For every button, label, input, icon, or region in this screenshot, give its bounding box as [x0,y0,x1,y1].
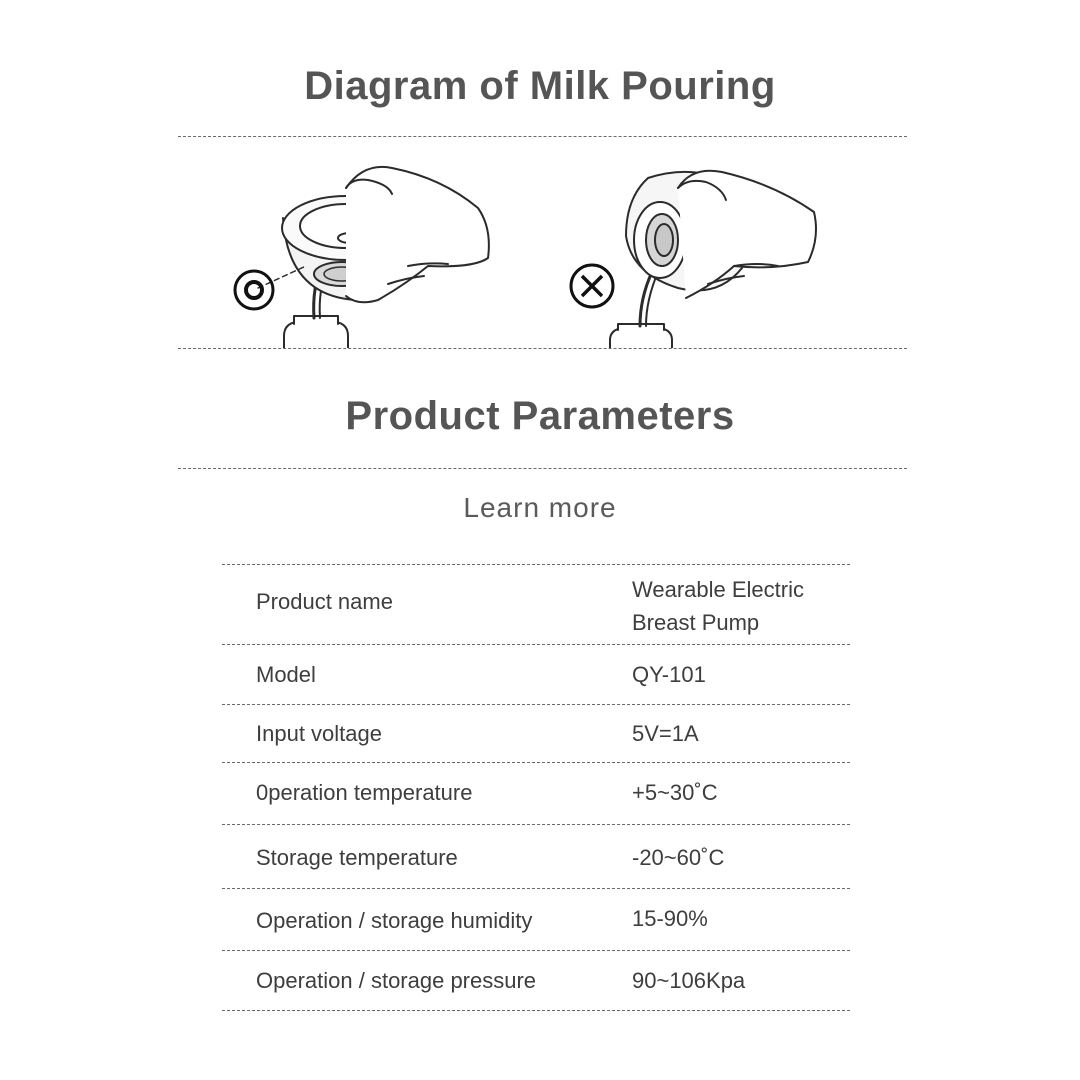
row-value: +5~30˚C [632,780,718,805]
row-label: Product name [256,589,393,614]
diagram-title: Diagram of Milk Pouring [304,64,776,108]
row-label: Operation / storage humidity [256,908,533,933]
divider [178,348,907,349]
row-value: 5V=1A [632,721,699,746]
row-value [632,573,804,639]
divider [178,468,907,469]
row-value-line: Breast Pump [632,610,760,635]
circle-x-icon [571,265,613,307]
correct-pouring-illustration [258,167,489,348]
row-label: 0peration temperature [256,780,473,805]
row-label: Storage temperature [256,845,458,870]
table-row [222,824,850,888]
row-value: 15-90% [632,906,708,931]
row-value-line: Wearable Electric [632,577,804,602]
table-row [222,762,850,824]
row-label: Model [256,662,316,687]
table-row [222,644,850,704]
divider [178,136,907,137]
table-row [222,564,850,644]
product-parameters-title: Product Parameters [345,394,735,438]
row-label: Input voltage [256,721,382,746]
row-value: 90~106Kpa [632,968,746,993]
row-value: QY-101 [632,662,706,687]
wrong-pouring-illustration [610,171,816,348]
learn-more-link[interactable]: Learn more [463,492,617,523]
table-row [222,950,850,1010]
table-row [222,704,850,762]
row-label: Operation / storage pressure [256,968,537,993]
table-row [222,888,850,950]
milk-pouring-illustration [178,148,907,348]
row-value: -20~60˚C [632,845,725,870]
circle-o-icon [235,271,273,309]
table-divider [222,1010,850,1011]
